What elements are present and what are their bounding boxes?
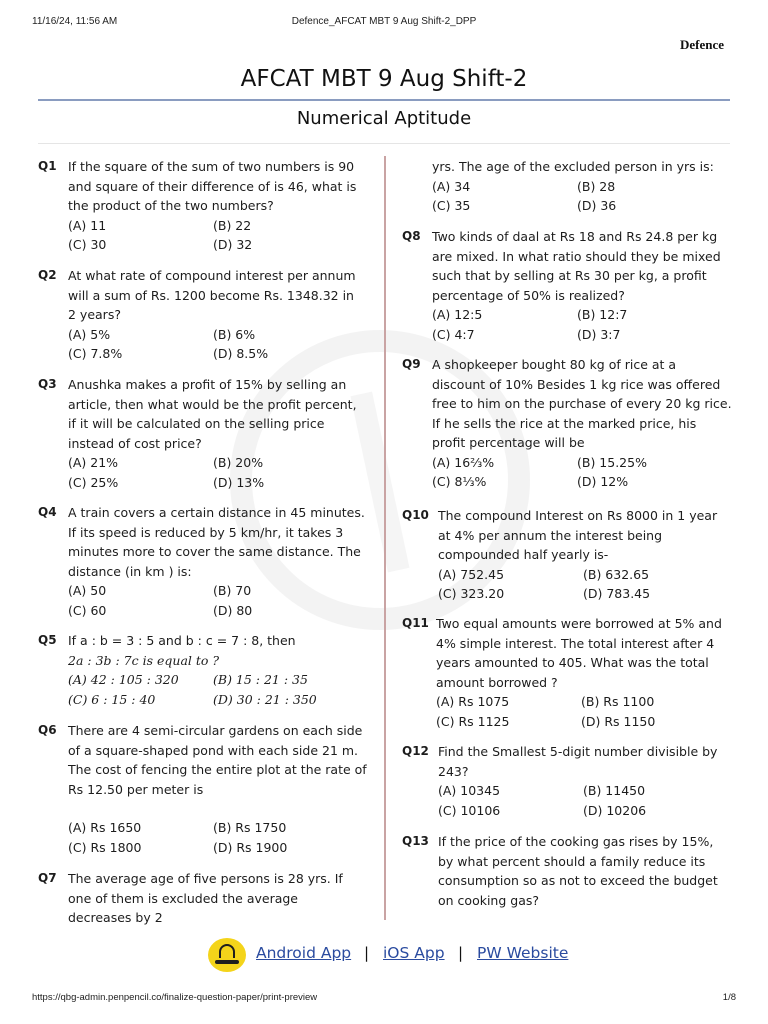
app-links-bar — [0, 938, 768, 972]
question-number: Q7 — [38, 871, 57, 885]
question-stem: Two equal amounts were borrowed at 5% and 4% simple interest. The total interest after 4 years amounted to 405. What was the total amount borrowed ? — [436, 616, 722, 690]
brand-label: Defence — [679, 37, 724, 52]
print-url: https://qbg-admin.penpencil.co/finalize-question-paper/print-preview — [32, 992, 318, 1003]
option-b: (B) 28 — [577, 178, 616, 194]
question-number: Q10 — [402, 508, 429, 522]
option-d: (D) 13% — [213, 474, 265, 490]
question-number: Q12 — [402, 744, 429, 758]
question-stem: If the square of the sum of two numbers is 90 and square of their difference of is 46, what is the product of the two numbers? — [68, 159, 357, 213]
question-number: Q1 — [38, 159, 57, 173]
option-d: (D) 10206 — [583, 802, 647, 818]
option-d: (D) 783.45 — [583, 586, 651, 601]
option-d: (D) 80 — [213, 602, 253, 618]
column-divider — [384, 156, 386, 920]
question-number: Q8 — [402, 229, 421, 243]
ios-app-link[interactable]: iOS App — [383, 944, 445, 962]
section-divider — [38, 143, 730, 144]
option-a: (A) 34 — [432, 178, 471, 194]
option-b: (B) Rs 1750 — [213, 820, 287, 835]
link-separator: | — [364, 944, 370, 962]
question-q9 — [402, 355, 732, 492]
title-divider — [38, 99, 730, 101]
option-b: (B) 20% — [213, 455, 264, 470]
question-q1 — [38, 157, 368, 255]
option-c: (C) 8⅓% — [432, 474, 487, 489]
print-footer — [32, 992, 736, 1006]
option-b: (B) 11450 — [583, 783, 646, 798]
question-q11 — [402, 614, 724, 731]
question-stem: There are 4 semi-circular gardens on each side of a square-shaped pond with each side 21 m. The cost of fencing the entire plot at the rate of Rs 12.50 per meter is — [68, 723, 367, 797]
option-a: (A) 12:5 — [432, 307, 483, 322]
question-stem-line2: 2a : 3b : 7c is equal to ? — [68, 652, 220, 668]
question-number: Q6 — [38, 723, 57, 737]
option-c: (C) 30 — [68, 237, 107, 252]
pw-website-link[interactable]: PW Website — [477, 944, 569, 962]
option-a: (A) 16⅔% — [432, 454, 495, 470]
option-c: (C) 4:7 — [432, 326, 475, 342]
option-c: (C) Rs 1800 — [68, 839, 142, 855]
option-c: (C) 60 — [68, 602, 107, 618]
question-stem-line1: If a : b = 3 : 5 and b : c = 7 : 8, then — [68, 633, 296, 648]
option-c: (C) Rs 1125 — [436, 713, 510, 729]
question-stem: Two kinds of daal at Rs 18 and Rs 24.8 per kg are mixed. In what ratio should they be mixed such that by selling at Rs 30 per kg, a profit percentage of 50% is realized? — [432, 229, 721, 303]
option-c: (C) 35 — [432, 198, 471, 213]
option-d: (D) 32 — [213, 237, 253, 252]
question-q3 — [38, 375, 368, 492]
question-stem: Anushka makes a profit of 15% by selling an article, then what would be the profit percent, if it will be calculated on the selling price instead of cost price? — [68, 377, 357, 451]
option-a: (A) 50 — [68, 583, 107, 598]
option-b: (B) 22 — [213, 217, 252, 233]
question-q2 — [38, 266, 360, 364]
page-title: AFCAT MBT 9 Aug Shift-2 — [240, 66, 528, 92]
option-c: (C) 6 : 15 : 40 — [68, 691, 156, 707]
question-q4 — [38, 503, 368, 620]
print-timestamp: 11/16/24, 11:56 AM — [32, 16, 118, 27]
android-app-link[interactable]: Android App — [256, 944, 352, 962]
question-stem: A shopkeeper bought 80 kg of rice at a discount of 10% Besides 1 kg rice was offered free to him on the purchase of every 20 kg rice. If he sells the rice at the marked price, his profit percentage will be — [432, 357, 732, 450]
question-stem: yrs. The age of the excluded person in yrs is: — [432, 159, 714, 174]
option-a: (A) Rs 1075 — [436, 694, 510, 709]
question-stem: The average age of five persons is 28 yrs. If one of them is excluded the average decreases by 2 — [68, 871, 343, 925]
option-a: (A) 42 : 105 : 320 — [68, 672, 179, 687]
option-b: (B) 6% — [213, 326, 256, 342]
option-d: (D) 3:7 — [577, 326, 621, 342]
question-q13 — [402, 832, 724, 910]
question-q5 — [38, 631, 368, 709]
option-d: (D) Rs 1900 — [213, 839, 288, 855]
option-b: (B) 12:7 — [577, 307, 628, 322]
question-stem: At what rate of compound interest per annum will a sum of Rs. 1200 become Rs. 1348.32 in 2 years? — [68, 268, 356, 322]
question-number: Q5 — [38, 633, 57, 647]
question-q10 — [402, 506, 722, 604]
option-c: (C) 25% — [68, 474, 119, 490]
question-q7-continued — [402, 157, 732, 216]
question-stem: A train covers a certain distance in 45 minutes. If its speed is reduced by 5 km/hr, it takes 3 minutes more to cover the same distance. The distance (in km ) is: — [68, 505, 365, 579]
option-d: (D) 36 — [577, 198, 617, 213]
option-a: (A) Rs 1650 — [68, 820, 142, 835]
option-b: (B) 15 : 21 : 35 — [213, 672, 308, 687]
print-doc-title: Defence_AFCAT MBT 9 Aug Shift-2_DPP — [291, 16, 477, 27]
option-a: (A) 21% — [68, 455, 119, 470]
option-c: (C) 7.8% — [68, 346, 123, 361]
question-stem: Find the Smallest 5-digit number divisible by 243? — [438, 744, 718, 779]
link-separator: | — [458, 944, 464, 962]
question-number: Q3 — [38, 377, 57, 391]
option-d: (D) 30 : 21 : 350 — [213, 691, 317, 707]
question-number: Q11 — [402, 616, 429, 630]
option-a: (A) 752.45 — [438, 566, 505, 582]
question-stem: If the price of the cooking gas rises by 15%, by what percent should a family reduce its consumption so as not to exceed the budget on cooking gas? — [438, 834, 718, 908]
page-number: 1/8 — [722, 992, 736, 1003]
question-q12 — [402, 742, 724, 820]
option-d: (D) 8.5% — [213, 346, 269, 361]
question-stem: The compound Interest on Rs 8000 in 1 year at 4% per annum the interest being compounded half yearly is- — [438, 508, 718, 562]
option-a: (A) 11 — [68, 217, 107, 233]
section-title: Numerical Aptitude — [296, 108, 472, 129]
option-c: (C) 323.20 — [438, 586, 505, 601]
question-q6 — [38, 721, 368, 857]
customer-service-icon — [208, 938, 246, 972]
option-c: (C) 10106 — [438, 802, 501, 818]
option-d: (D) Rs 1150 — [581, 713, 656, 729]
option-b: (B) 70 — [213, 583, 252, 598]
print-header — [32, 16, 736, 30]
option-a: (A) 5% — [68, 326, 111, 342]
option-b: (B) 632.65 — [583, 566, 650, 582]
option-b: (B) 15.25% — [577, 454, 647, 470]
option-a: (A) 10345 — [438, 783, 501, 798]
question-q8 — [402, 227, 724, 344]
option-b: (B) Rs 1100 — [581, 694, 655, 709]
question-number: Q2 — [38, 268, 57, 282]
question-q7 — [38, 869, 360, 928]
option-d: (D) 12% — [577, 474, 629, 489]
question-number: Q13 — [402, 834, 429, 848]
question-number: Q9 — [402, 357, 421, 371]
question-number: Q4 — [38, 505, 57, 519]
